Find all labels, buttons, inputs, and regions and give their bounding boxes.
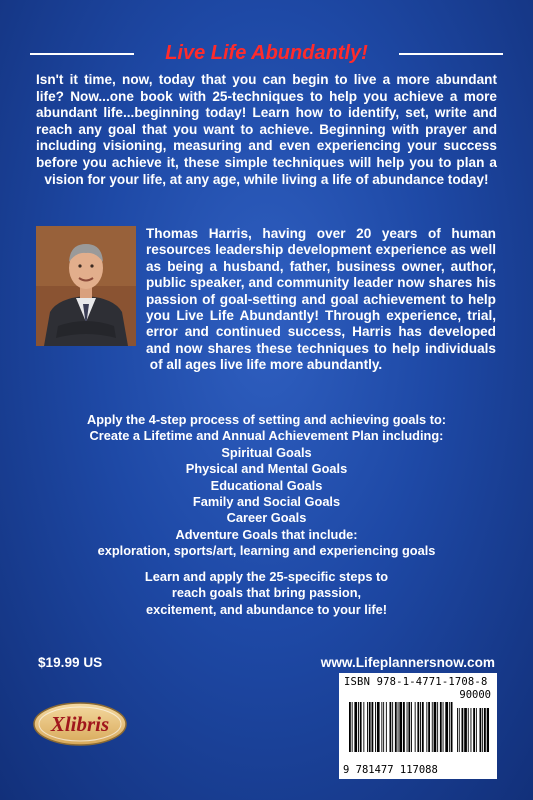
barcode-bar bbox=[432, 702, 433, 752]
barcode-bar bbox=[360, 702, 362, 752]
barcode-addon-bar bbox=[457, 708, 458, 752]
goals-line: Physical and Mental Goals bbox=[185, 461, 348, 477]
barcode-bar bbox=[381, 702, 382, 752]
barcode-bar bbox=[375, 702, 376, 752]
barcode-bar bbox=[399, 702, 402, 752]
barcode-bar bbox=[363, 702, 364, 752]
author-bio bbox=[36, 226, 496, 374]
title-rule-right bbox=[399, 53, 503, 55]
goals-list bbox=[30, 412, 503, 560]
barcode-bar bbox=[451, 702, 453, 752]
price-label: $19.99 US bbox=[38, 655, 103, 670]
barcode-addon-bar bbox=[484, 708, 486, 752]
barcode-bar bbox=[449, 702, 450, 752]
closing-line: reach goals that bring passion, bbox=[171, 585, 362, 601]
barcode-bar bbox=[445, 702, 448, 752]
closing-line: Learn and apply the 25-specific steps to bbox=[144, 569, 389, 584]
goals-line: Career Goals bbox=[226, 510, 307, 526]
photo-spacer bbox=[36, 226, 146, 354]
barcode-bar bbox=[377, 702, 380, 752]
barcode-bar bbox=[428, 702, 430, 752]
barcode-bar bbox=[411, 702, 412, 752]
isbn-barcode bbox=[339, 673, 497, 779]
barcode-bar bbox=[395, 702, 397, 752]
goals-line: Educational Goals bbox=[210, 477, 323, 493]
goals-line: exploration, sports/art, learning and experiencing goals bbox=[97, 543, 436, 559]
title-row bbox=[30, 42, 503, 66]
goals-line: Apply the 4-step process of setting and achieving goals to: bbox=[86, 412, 447, 427]
barcode-bar bbox=[437, 702, 438, 752]
goals-line: Family and Social Goals bbox=[192, 494, 341, 510]
barcode-addon-bar bbox=[468, 708, 469, 752]
barcode-addon-bar bbox=[480, 708, 482, 752]
publisher-logo-text: Xlibris bbox=[50, 712, 110, 736]
page-title: Live Life Abundantly! bbox=[165, 42, 368, 64]
barcode-bar bbox=[415, 702, 416, 752]
barcode-bar bbox=[403, 702, 405, 752]
barcode-bar bbox=[349, 702, 351, 752]
author-bio-text: Thomas Harris, having over 20 years of human resources leadership development experience as well as being a husband, father, business owner, author, public speaker, and community leader now shares his passion of goal-setting and goal achievement to help you Live Life Abundantly! Through experience, trial, error and continued success, Harris has developed and now shares these techniques to help individuals of all ages live life more abundantly. bbox=[146, 226, 496, 373]
barcode-bar bbox=[369, 702, 371, 752]
goals-line: Adventure Goals that include: bbox=[175, 526, 358, 542]
website-url: www.Lifeplannersnow.com bbox=[320, 655, 495, 670]
closing-line: excitement, and abundance to your life! bbox=[145, 601, 388, 617]
barcode-bar bbox=[354, 702, 357, 752]
barcode-addon-bar bbox=[482, 708, 483, 752]
barcode-addon-bar bbox=[473, 708, 475, 752]
barcode-bar bbox=[426, 702, 427, 752]
barcode-bar bbox=[358, 702, 359, 752]
barcode-bar bbox=[392, 702, 393, 752]
barcode-bar bbox=[372, 702, 374, 752]
barcode-bar bbox=[422, 702, 424, 752]
barcode-bar bbox=[386, 702, 387, 752]
barcode-bars bbox=[347, 688, 489, 764]
barcode-bar bbox=[352, 702, 353, 752]
barcode-bar bbox=[443, 702, 444, 752]
barcode-bar bbox=[398, 702, 399, 752]
goals-line: Spiritual Goals bbox=[221, 444, 312, 460]
closing-text bbox=[30, 569, 503, 618]
barcode-bar bbox=[383, 702, 384, 752]
barcode-bar bbox=[420, 702, 421, 752]
barcode-addon-bar bbox=[459, 708, 460, 752]
xlibris-logo-icon bbox=[32, 700, 128, 748]
barcode-bar bbox=[434, 702, 437, 752]
intro-paragraph: Isn't it time, now, today that you can begin to live a more abundant life? Now...one book with 25-techniques to help you achieve a more abundant life...beginning today! Learn how to identify, set, write and reach any goal that you want to achieve. Beginning with prayer and including visioning, measuring and even experiencing your success before you achieve it, these simple techniques will help you to plan a vision for your life, at any age, while living a life of abundance today! bbox=[36, 72, 497, 187]
barcode-price-code: 90000 bbox=[459, 689, 491, 701]
goals-line: Create a Lifetime and Annual Achievement Plan including: bbox=[89, 428, 444, 444]
barcode-bar bbox=[417, 702, 419, 752]
barcode-addon-bar bbox=[471, 708, 472, 752]
barcode-bar bbox=[407, 702, 408, 752]
publisher-logo bbox=[32, 700, 128, 748]
barcode-bar bbox=[440, 702, 442, 752]
barcode-addon-bar bbox=[476, 708, 477, 752]
barcode-bar bbox=[367, 702, 368, 752]
barcode-addon-bar bbox=[464, 708, 467, 752]
isbn-label: ISBN 978-1-4771-1708-8 bbox=[344, 676, 488, 688]
barcode-addon-bar bbox=[487, 708, 489, 752]
barcode-number: 9 781477 117088 bbox=[343, 764, 438, 776]
barcode-bar bbox=[390, 702, 392, 752]
barcode-bar bbox=[408, 702, 410, 752]
barcode-addon-bar bbox=[462, 708, 464, 752]
